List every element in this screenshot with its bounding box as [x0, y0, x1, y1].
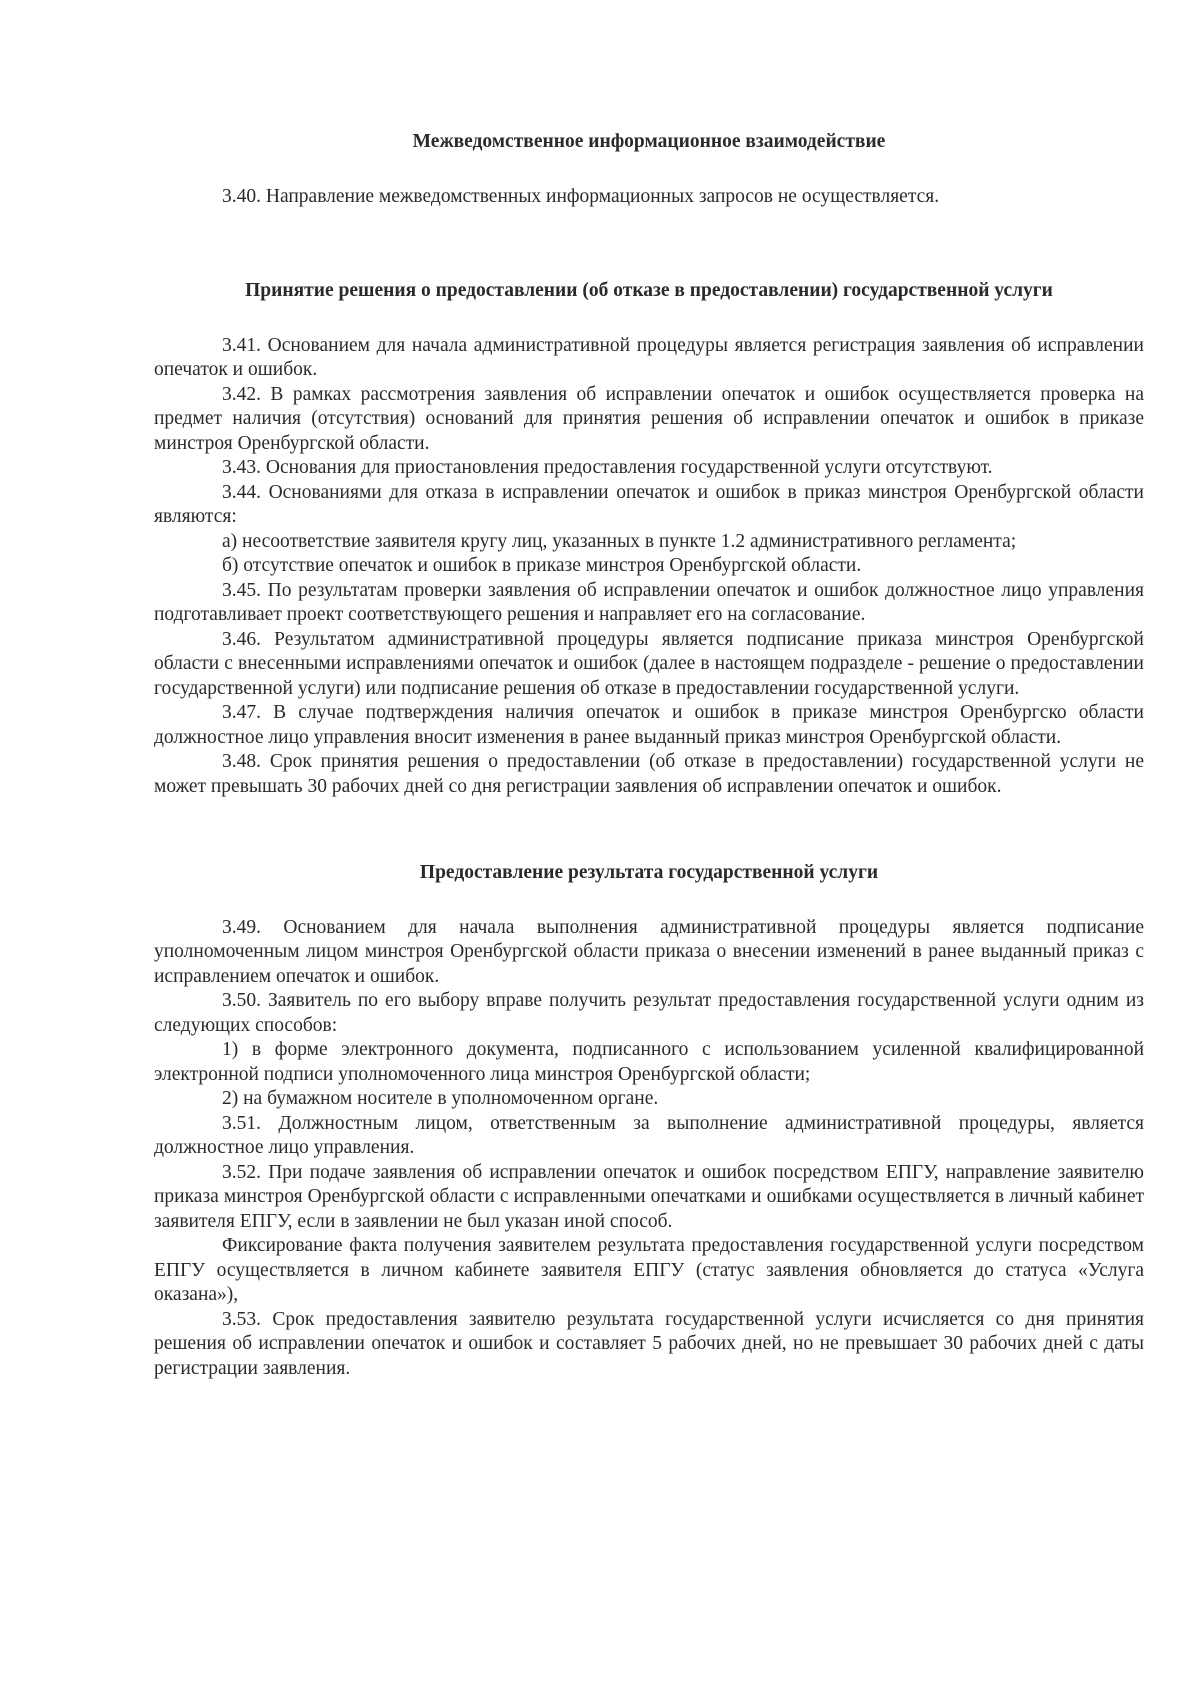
paragraph-3-43: 3.43. Основания для приостановления предоставления государственной услуги отсутствуют.	[222, 457, 993, 478]
section-heading-result: Предоставление результата государственной услуги	[419, 862, 879, 883]
paragraph-3-42: 3.42. В рамках рассмотрения заявления об исправлении опечаток и ошибок осуществляется проверка на предмет наличия (отсутствия) оснований для принятия решения об исправлении опечаток и ошибок в приказе минстроя Оренбургской области.	[154, 383, 1144, 454]
paragraph-3-44-b: б) отсутствие опечаток и ошибок в приказе минстроя Оренбургской области.	[222, 555, 862, 576]
paragraph-3-53: 3.53. Срок предоставления заявителю результата государственной услуги исчисляется со дня принятия решения об исправлении опечаток и ошибок и составляет 5 рабочих дней, но не превышает 30 рабочих дней с даты регистрации заявления.	[154, 1308, 1144, 1379]
paragraph-3-50-2: 2) на бумажном носителе в уполномоченном органе.	[222, 1088, 659, 1109]
paragraph-3-40: 3.40. Направление межведомственных информационных запросов не осуществляется.	[222, 185, 940, 207]
paragraph-3-49: 3.49. Основанием для начала выполнения административной процедуры является подписание уполномоченным лицом минстроя Оренбургской области приказа о внесении изменений в ранее выданный приказ с исправлением опечаток и ошибок.	[154, 916, 1144, 987]
paragraph-3-51: 3.51. Должностным лицом, ответственным за выполнение административной процедуры, является должностное лицо управления.	[154, 1112, 1144, 1158]
paragraph-3-44-a: а) несоответствие заявителя кругу лиц, указанных в пункте 1.2 административного регламента;	[222, 530, 1017, 552]
section-heading-decision: Принятие решения о предоставлении (об отказе в предоставлении) государственной услуги	[245, 280, 1053, 301]
paragraph-3-45: 3.45. По результатам проверки заявления об исправлении опечаток и ошибок должностное лицо управления подготавливает проект соответствующего решения и направляет его на согласование.	[154, 579, 1144, 625]
paragraph-3-47: 3.47. В случае подтверждения наличия опечаток и ошибок в приказе минстроя Оренбургско области должностное лицо управления вносит изменения в ранее выданный приказ минстроя Оренбургской области.	[154, 702, 1144, 748]
paragraph-3-50: 3.50. Заявитель по его выбору вправе получить результат предоставления государственной услуги одним из следующих способов:	[154, 990, 1144, 1036]
document-page	[154, 130, 1144, 1381]
paragraph-3-52-fixation: Фиксирование факта получения заявителем результата предоставления государственной услуги посредством ЕПГУ осуществляется в личном кабинете заявителя ЕПГУ (статус заявления обновляется до статуса «Услуга оказана»),	[154, 1235, 1144, 1305]
paragraph-3-50-1: 1) в форме электронного документа, подписанного с использованием усиленной квалифицированной электронной подписи уполномоченного лица минстроя Оренбургской области;	[154, 1039, 1144, 1085]
paragraph-3-44: 3.44. Основаниями для отказа в исправлении опечаток и ошибок в приказ минстроя Оренбургской области являются:	[154, 481, 1144, 527]
paragraph-3-41: 3.41. Основанием для начала административной процедуры является регистрация заявления об исправлении опечаток и ошибок.	[154, 334, 1144, 380]
paragraph-3-48: 3.48. Срок принятия решения о предоставлении (об отказе в предоставлении) государственной услуги не может превышать 30 рабочих дней со дня регистрации заявления об исправлении опечаток и ошибок.	[154, 751, 1144, 797]
paragraph-3-52: 3.52. При подаче заявления об исправлении опечаток и ошибок посредством ЕПГУ, направление заявителю приказа минстроя Оренбургской области с исправленными опечатками и ошибками осуществляется в личный кабинет заявителя ЕПГУ, если в заявлении не был указан иной способ.	[154, 1161, 1144, 1232]
section-heading-interagency: Межведомственное информационное взаимодействие	[412, 131, 886, 152]
paragraph-3-46: 3.46. Результатом административной процедуры является подписание приказа минстроя Оренбургской области с внесенными исправлениями опечаток и ошибок (далее в настоящем подразделе - решение о предоставлении государственной услуги) или подписание решения об отказе в предоставлении государственной услуги.	[154, 628, 1144, 699]
